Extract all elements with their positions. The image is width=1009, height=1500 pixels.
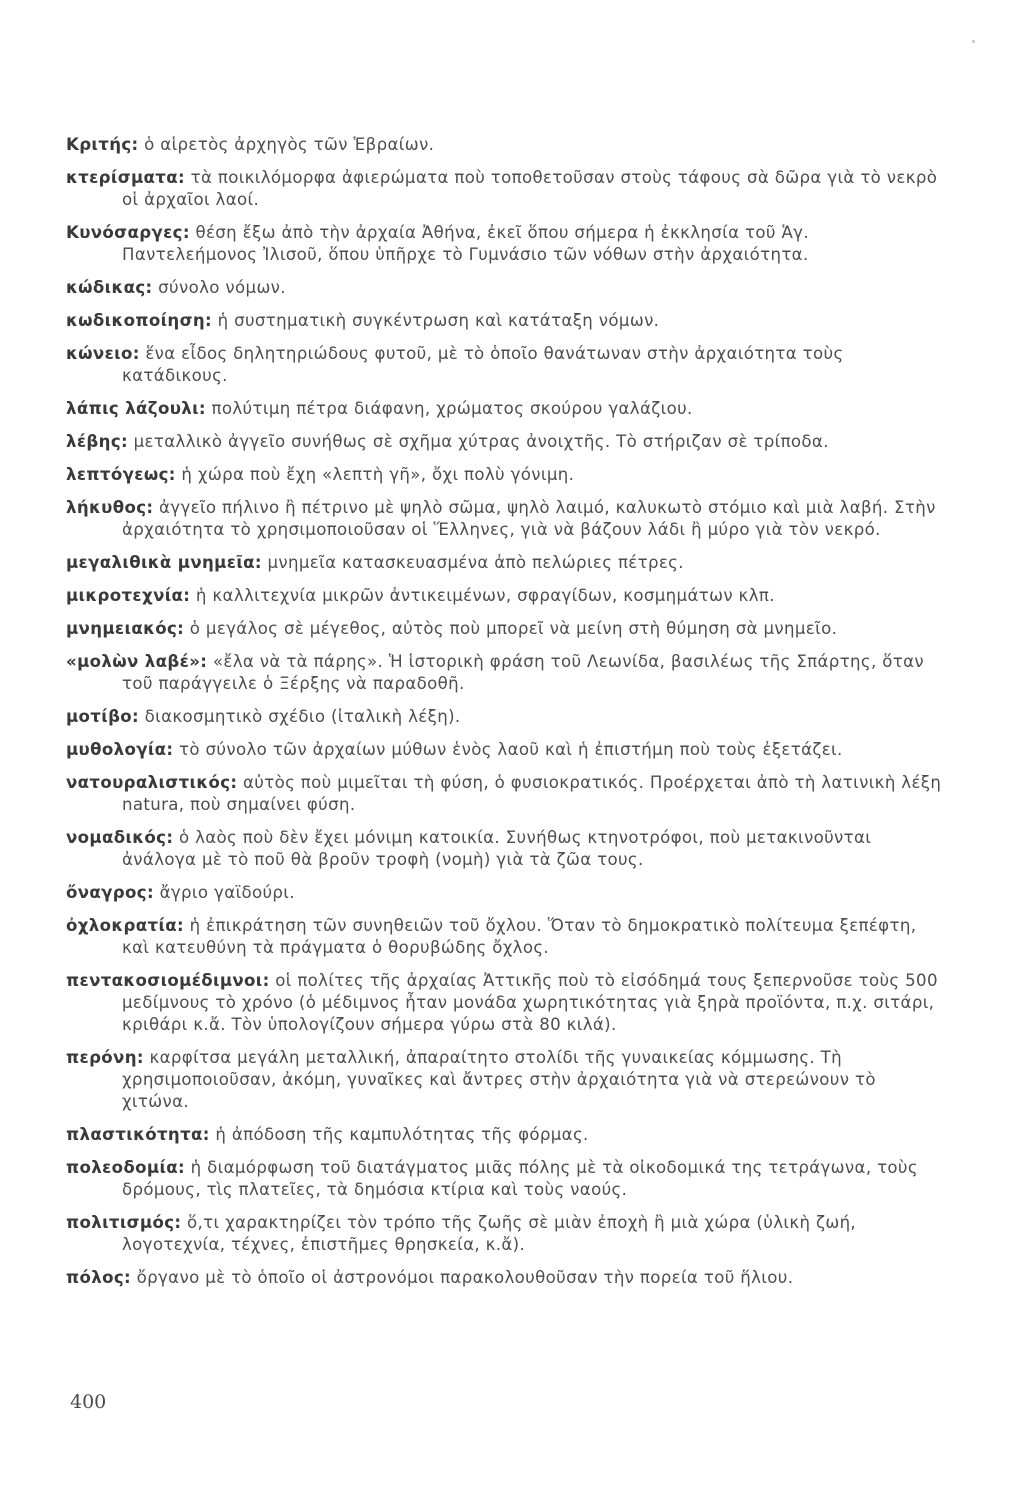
entry-term: πολεοδομία:	[66, 1158, 186, 1177]
entry-definition: αὐτὸς ποὺ μιμεῖται τὴ φύση, ὁ φυσιοκρατικός. Προέρχεται ἀπὸ τὴ λατινικὴ λέξη natura, ποὺ σημαίνει φύση.	[122, 773, 942, 814]
entry-definition: τὸ σύνολο τῶν ἀρχαίων μύθων ἑνὸς λαοῦ καὶ ἡ ἐπιστήμη ποὺ τοὺς ἐξετάζει.	[179, 740, 843, 759]
entry-term: λήκυθος:	[66, 498, 154, 517]
entry-term: μυθολογία:	[66, 740, 174, 759]
entry-definition: ἕνα εἶδος δηλητηριώδους φυτοῦ, μὲ τὸ ὁποῖο θανάτωναν στὴν ἀρχαιότητα τοὺς κατάδικους.	[122, 344, 844, 385]
glossary-entry	[66, 277, 945, 299]
entry-term: λάπις λάζουλι:	[66, 399, 206, 418]
glossary-entry	[66, 310, 945, 332]
entry-term: περόνη:	[66, 1048, 144, 1067]
glossary-entry	[66, 651, 945, 695]
entry-definition: σύνολο νόμων.	[158, 278, 286, 297]
entry-term: πόλος:	[66, 1268, 131, 1287]
glossary-entry	[66, 167, 945, 211]
glossary-entry	[66, 1267, 945, 1289]
entry-term: Κυνόσαργες:	[66, 223, 190, 242]
entry-definition: ἡ χώρα ποὺ ἔχη «λεπτὴ γῆ», ὄχι πολὺ γόνιμη.	[181, 465, 575, 484]
glossary-entry	[66, 915, 945, 959]
entry-term: νομαδικός:	[66, 828, 174, 847]
entry-term: πλαστικότητα:	[66, 1125, 210, 1144]
entry-term: λέβης:	[66, 432, 129, 451]
entry-term: Κριτής:	[66, 135, 139, 154]
glossary-entry	[66, 970, 945, 1036]
glossary-entry	[66, 134, 945, 156]
entry-term: μικροτεχνία:	[66, 586, 191, 605]
glossary-entry	[66, 1124, 945, 1146]
entry-term: κώδικας:	[66, 278, 153, 297]
entry-definition: ἡ συστηματικὴ συγκέντρωση καὶ κατάταξη νόμων.	[217, 311, 660, 330]
entry-term: μοτίβο:	[66, 707, 140, 726]
entry-term: πολιτισμός:	[66, 1213, 182, 1232]
entry-term: κώνειο:	[66, 344, 140, 363]
glossary-entry	[66, 1047, 945, 1113]
glossary-entry	[66, 739, 945, 761]
entry-definition: μνημεῖα κατασκευασμένα ἀπὸ πελώριες πέτρες.	[267, 553, 684, 572]
entry-definition: οἱ πολίτες τῆς ἀρχαίας Ἀττικῆς ποὺ τὸ εἰσόδημά τους ξεπερνοῦσε τοὺς 500 μεδίμνους τὸ χρόνο (ὁ μέδιμνος ἦταν μονάδα χωρητικότητας γιὰ ξηρὰ προϊόντα, π.χ. σιτάρι, κριθάρι κ.ἄ. Τὸν ὑπολογίζουν σήμερα γύρω στὰ 80 κιλά).	[122, 971, 938, 1034]
entry-definition: ἡ καλλιτεχνία μικρῶν ἀντικειμένων, σφραγίδων, κοσμημάτων κλπ.	[195, 586, 775, 605]
entry-definition: ἡ ἀπόδοση τῆς καμπυλότητας τῆς φόρμας.	[215, 1125, 589, 1144]
entry-definition: ὁ αἱρετὸς ἀρχηγὸς τῶν Ἑβραίων.	[144, 135, 435, 154]
glossary-entry	[66, 431, 945, 453]
glossary-entry	[66, 827, 945, 871]
entry-definition: καρφίτσα μεγάλη μεταλλική, ἀπαραίτητο στολίδι τῆς γυναικείας κόμμωσης. Τὴ χρησιμοποιοῦσαν, ἀκόμη, γυναῖκες καὶ ἄντρες στὴν ἀρχαιότητα γιὰ νὰ στερεώνουν τὸ χιτώνα.	[122, 1048, 876, 1111]
glossary-entry	[66, 464, 945, 486]
entry-definition: «ἔλα νὰ τὰ πάρης». Ἡ ἱστορικὴ φράση τοῦ Λεωνίδα, βασιλέως τῆς Σπάρτης, ὅταν τοῦ παράγγειλε ὁ Ξέρξης νὰ παραδοθῆ.	[122, 652, 924, 693]
glossary-entry	[66, 398, 945, 420]
glossary-list	[66, 134, 945, 1289]
entry-definition: ἡ διαμόρφωση τοῦ διατάγματος μιᾶς πόλης μὲ τὰ οἰκοδομικά της τετράγωνα, τοὺς δρόμους, τὶς πλατεῖες, τὰ δημόσια κτίρια καὶ τοὺς ναούς.	[122, 1158, 918, 1199]
glossary-entry	[66, 706, 945, 728]
glossary-entry	[66, 222, 945, 266]
entry-term: «μολὼν λαβέ»:	[66, 652, 208, 671]
glossary-entry	[66, 343, 945, 387]
entry-definition: πολύτιμη πέτρα διάφανη, χρώματος σκούρου γαλάζιου.	[211, 399, 693, 418]
entry-term: μεγαλιθικὰ μνημεῖα:	[66, 553, 262, 572]
entry-definition: ἡ ἐπικράτηση τῶν συνηθειῶν τοῦ ὄχλου. Ὅταν τὸ δημοκρατικὸ πολίτευμα ξεπέφτη, καὶ κατευθύνη τὰ πράγματα ὁ θορυβώδης ὄχλος.	[122, 916, 917, 957]
entry-definition: ἄγριο γαϊδούρι.	[159, 883, 295, 902]
glossary-entry	[66, 1212, 945, 1256]
glossary-entry	[66, 882, 945, 904]
entry-term: μνημειακός:	[66, 619, 185, 638]
entry-definition: μεταλλικὸ ἀγγεῖο συνήθως σὲ σχῆμα χύτρας ἀνοιχτῆς. Τὸ στήριζαν σὲ τρίποδα.	[133, 432, 829, 451]
entry-term: κωδικοποίηση:	[66, 311, 212, 330]
entry-term: ὄναγρος:	[66, 883, 154, 902]
entry-definition: ὁ λαὸς ποὺ δὲν ἔχει μόνιμη κατοικία. Συνήθως κτηνοτρόφοι, ποὺ μετακινοῦνται ἀνάλογα μὲ τὸ ποῦ θὰ βροῦν τροφὴ (νομὴ) γιὰ τὰ ζῶα τους.	[122, 828, 872, 869]
entry-term: πεντακοσιομέδιμνοι:	[66, 971, 270, 990]
glossary-entry	[66, 618, 945, 640]
entry-term: κτερίσματα:	[66, 168, 185, 187]
entry-term: ὀχλοκρατία:	[66, 916, 185, 935]
glossary-entry	[66, 1157, 945, 1201]
glossary-entry	[66, 497, 945, 541]
entry-definition: τὰ ποικιλόμορφα ἀφιερώματα ποὺ τοποθετοῦσαν στοὺς τάφους σὰ δῶρα γιὰ τὸ νεκρὸ οἱ ἀρχαῖοι λαοί.	[122, 168, 938, 209]
entry-definition: ὁ μεγάλος σὲ μέγεθος, αὐτὸς ποὺ μπορεῖ νὰ μείνη στὴ θύμηση σὰ μνημεῖο.	[189, 619, 838, 638]
glossary-entry	[66, 552, 945, 574]
entry-term: λεπτόγεως:	[66, 465, 176, 484]
entry-definition: θέση ἔξω ἀπὸ τὴν ἀρχαία Ἀθήνα, ἐκεῖ ὅπου σήμερα ἡ ἐκκλησία τοῦ Ἁγ. Παντελεήμονος Ἰλισοῦ, ὅπου ὑπῆρχε τὸ Γυμνάσιο τῶν νόθων στὴν ἀρχαιότητα.	[122, 223, 809, 264]
entry-term: νατουραλιστικός:	[66, 773, 238, 792]
glossary-entry	[66, 585, 945, 607]
entry-definition: ὄργανο μὲ τὸ ὁποῖο οἱ ἀστρονόμοι παρακολουθοῦσαν τὴν πορεία τοῦ ἥλιου.	[136, 1268, 794, 1287]
glossary-entry	[66, 772, 945, 816]
page-number: 400	[70, 1391, 107, 1413]
entry-definition: ὅ,τι χαρακτηρίζει τὸν τρόπο τῆς ζωῆς σὲ μιὰν ἐποχὴ ἢ μιὰ χώρα (ὑλικὴ ζωή, λογοτεχνία, τέχνες, ἐπιστῆμες θρησκεία, κ.ἄ).	[122, 1213, 857, 1254]
entry-definition: διακοσμητικὸ σχέδιο (ἰταλικὴ λέξη).	[144, 707, 461, 726]
entry-definition: ἀγγεῖο πήλινο ἢ πέτρινο μὲ ψηλὸ σῶμα, ψηλὸ λαιμό, καλυκωτὸ στόμιο καὶ μιὰ λαβή. Στὴν ἀρχαιότητα τὸ χρησιμοποιοῦσαν οἱ Ἕλληνες, γιὰ νὰ βάζουν λάδι ἢ μύρο γιὰ τὸν νεκρό.	[122, 498, 936, 539]
scan-speck	[972, 40, 975, 43]
